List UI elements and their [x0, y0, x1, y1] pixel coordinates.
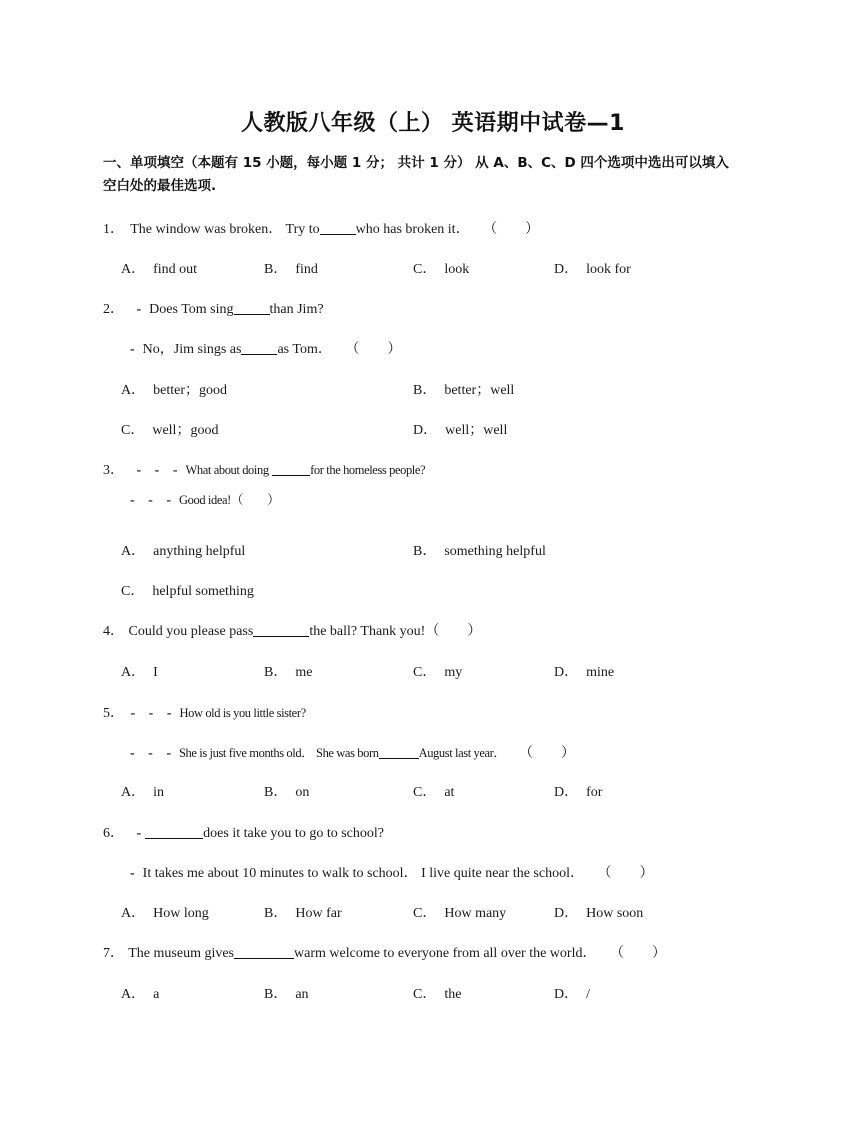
option-a — [121, 543, 245, 561]
dialogue-dash: - - - — [130, 746, 171, 761]
stem-text: What about doing — [185, 463, 269, 477]
answer-blank — [379, 745, 419, 759]
option-letter: C． — [121, 584, 145, 599]
reply-text: Good idea! — [179, 493, 231, 507]
option-text: better；good — [153, 383, 227, 398]
option-letter: B． — [264, 906, 288, 921]
option-letter: C． — [413, 262, 437, 277]
question-3-stem — [103, 461, 425, 480]
stem-text: Does Tom sing — [149, 302, 234, 317]
option-text: for — [586, 785, 603, 800]
option-letter: D． — [554, 785, 579, 800]
option-letter: B． — [413, 544, 437, 559]
option-text: better；well — [444, 383, 515, 398]
question-number: 4． — [103, 624, 124, 639]
option-text: mine — [586, 665, 615, 680]
option-text: anything helpful — [153, 544, 246, 559]
question-number: 5． — [103, 706, 124, 721]
reply-text: She is just five months old． She was born — [179, 746, 379, 760]
option-letter: A． — [121, 906, 146, 921]
answer-parentheses: （ ） — [345, 342, 402, 357]
section-instructions-line-2: 空白处的最佳选项. — [103, 178, 217, 194]
option-c — [121, 422, 218, 440]
option-text: the — [444, 987, 462, 1002]
stem-text: Could you please pass — [128, 624, 254, 639]
option-d — [554, 905, 643, 923]
option-text: How soon — [586, 906, 644, 921]
option-letter: B． — [264, 665, 288, 680]
dialogue-dash: - — [136, 826, 142, 841]
section-instructions-line-1: 一、单项填空（本题有 15 小题，每小题 1 分； 共计 1 分） 从 A、B、C、D 四个选项中选出可以填入 — [103, 155, 729, 171]
option-text: look — [444, 262, 470, 277]
stem-text: does it take you to go to school? — [203, 826, 384, 841]
reply-text: as Tom． — [277, 342, 332, 357]
option-text: at — [444, 785, 455, 800]
option-c — [413, 986, 461, 1004]
option-letter: A． — [121, 383, 146, 398]
option-b — [264, 784, 309, 802]
option-letter: A． — [121, 987, 146, 1002]
option-text: find — [295, 262, 318, 277]
answer-parentheses: （ ） — [609, 946, 666, 961]
option-letter: C． — [413, 665, 437, 680]
question-2-reply — [130, 341, 401, 359]
option-text: in — [153, 785, 165, 800]
option-text: How long — [153, 906, 209, 921]
option-a — [121, 382, 227, 400]
option-letter: D． — [554, 906, 579, 921]
option-text: find out — [153, 262, 198, 277]
option-letter: C． — [413, 987, 437, 1002]
option-text: How far — [295, 906, 342, 921]
question-5-reply — [130, 744, 575, 763]
option-b — [264, 664, 312, 682]
dialogue-dash: - - - — [130, 493, 171, 508]
question-4-stem — [103, 623, 481, 641]
option-c — [413, 784, 454, 802]
option-text: well；good — [152, 423, 219, 438]
answer-blank — [253, 623, 309, 637]
option-letter: B． — [264, 262, 288, 277]
option-letter: A． — [121, 262, 146, 277]
answer-parentheses: （ ） — [425, 624, 482, 639]
answer-parentheses: （ ） — [483, 222, 540, 237]
option-c — [413, 905, 506, 923]
question-5-stem — [103, 704, 306, 723]
dialogue-dash: - - - — [130, 706, 172, 721]
option-letter: C． — [413, 906, 437, 921]
question-3-reply — [130, 491, 279, 510]
stem-text: the ball? Thank you! — [309, 624, 426, 639]
option-letter: A． — [121, 785, 146, 800]
option-text: something helpful — [444, 544, 546, 559]
option-d — [554, 664, 614, 682]
option-text: a — [153, 987, 160, 1002]
option-letter: D． — [554, 987, 579, 1002]
stem-text: for the homeless people? — [310, 463, 426, 477]
option-text: well；well — [445, 423, 508, 438]
option-letter: A． — [121, 544, 146, 559]
option-a — [121, 986, 159, 1004]
option-a — [121, 905, 209, 923]
option-letter: B． — [413, 383, 437, 398]
stem-text: How old is you little sister? — [179, 706, 306, 720]
answer-blank — [234, 301, 270, 315]
answer-blank — [234, 945, 294, 959]
answer-blank — [241, 341, 277, 355]
question-number: 2． — [103, 302, 124, 317]
question-number: 7． — [103, 946, 124, 961]
reply-text: No，Jim sings as — [142, 342, 242, 357]
option-a — [121, 784, 164, 802]
option-text: me — [295, 665, 313, 680]
answer-blank — [320, 221, 356, 235]
answer-blank — [145, 825, 203, 839]
option-b — [413, 382, 514, 400]
option-d — [413, 422, 507, 440]
option-text: How many — [444, 906, 507, 921]
reply-text: It takes me about 10 minutes to walk to school． I live quite near the school． — [142, 866, 584, 881]
option-letter: D． — [554, 665, 579, 680]
option-letter: D． — [413, 423, 438, 438]
dialogue-dash: - - - — [136, 463, 178, 478]
option-d — [554, 261, 631, 279]
question-7-stem — [103, 945, 666, 963]
option-c — [121, 583, 254, 601]
option-c — [413, 664, 462, 682]
option-b — [264, 261, 318, 279]
dialogue-dash: - — [136, 302, 142, 317]
option-b — [264, 905, 342, 923]
option-text: I — [153, 665, 158, 680]
option-letter: C． — [121, 423, 145, 438]
option-b — [264, 986, 309, 1004]
option-a — [121, 261, 197, 279]
answer-parentheses: （ ） — [597, 866, 654, 881]
question-6-stem — [103, 825, 384, 843]
option-c — [413, 261, 469, 279]
option-letter: C． — [413, 785, 437, 800]
stem-text: The window was broken． Try to — [130, 222, 320, 237]
option-text: an — [295, 987, 309, 1002]
answer-parentheses: （ ） — [519, 746, 576, 761]
answer-parentheses: （ ） — [230, 493, 280, 507]
option-d — [554, 986, 590, 1004]
stem-text: The museum gives — [128, 946, 235, 961]
option-letter: A． — [121, 665, 146, 680]
answer-blank — [272, 462, 310, 476]
option-text: look for — [586, 262, 631, 277]
stem-text: than Jim? — [269, 302, 324, 317]
question-number: 6． — [103, 826, 124, 841]
option-letter: B． — [264, 987, 288, 1002]
question-6-reply — [130, 865, 653, 883]
dialogue-dash: - — [130, 342, 135, 357]
exam-title: 人教版八年级（上） 英语期中试卷—1 — [241, 111, 625, 136]
option-a — [121, 664, 158, 682]
option-text: my — [444, 665, 463, 680]
option-letter: B． — [264, 785, 288, 800]
dialogue-dash: - — [130, 866, 135, 881]
question-1-stem — [103, 221, 539, 239]
question-number: 3． — [103, 463, 124, 478]
question-number: 1． — [103, 222, 124, 237]
option-d — [554, 784, 602, 802]
option-letter: D． — [554, 262, 579, 277]
reply-text: August last year． — [418, 746, 506, 760]
question-2-stem — [103, 301, 324, 319]
stem-text: warm welcome to everyone from all over the world． — [294, 946, 597, 961]
option-text: helpful something — [152, 584, 254, 599]
section-instructions — [103, 152, 763, 198]
option-text: / — [586, 987, 591, 1002]
option-b — [413, 543, 546, 561]
stem-text: who has broken it． — [355, 222, 470, 237]
option-text: on — [295, 785, 310, 800]
